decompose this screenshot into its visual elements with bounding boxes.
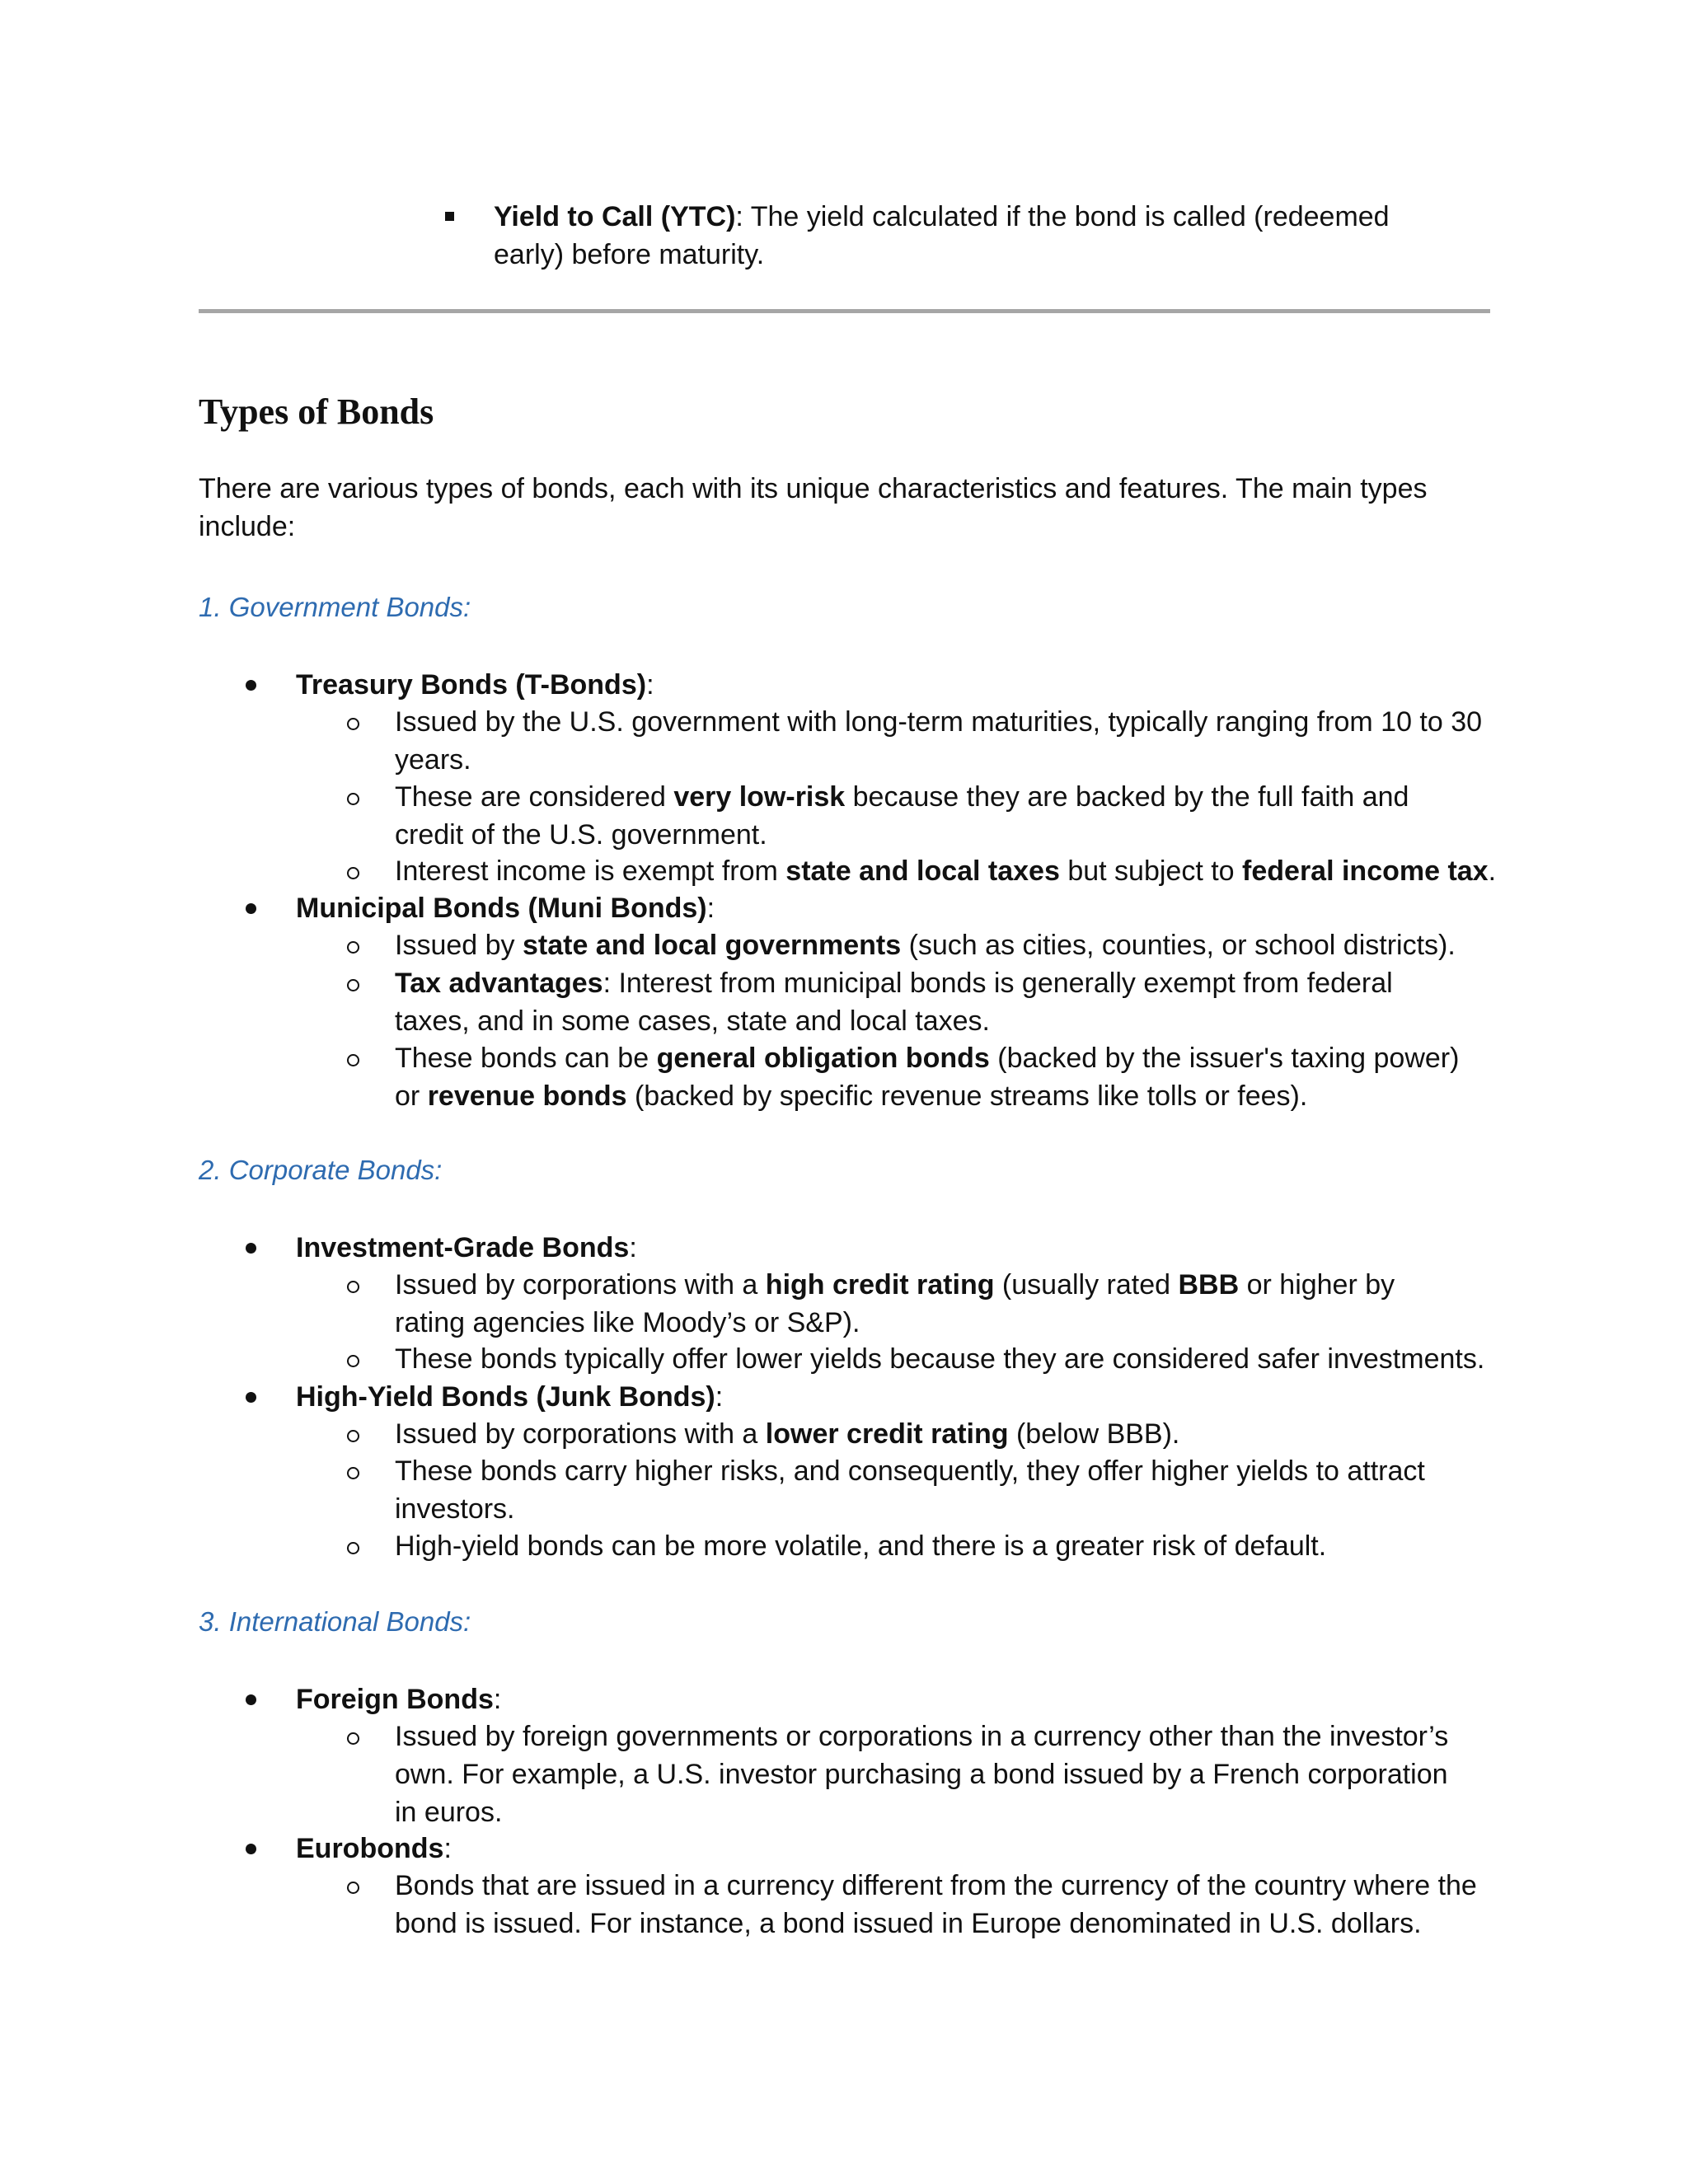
heading-government-bonds: 1. Government Bonds: xyxy=(199,592,471,622)
circle-bullet-icon xyxy=(347,1054,359,1066)
horizontal-divider xyxy=(199,309,1490,313)
circle-bullet-icon xyxy=(347,1281,359,1293)
bullet-icon xyxy=(246,1392,256,1403)
circle-bullet-icon xyxy=(347,941,359,954)
circle-bullet-icon xyxy=(347,1542,359,1554)
hy-item-1: Issued by corporations with a lower credit rating (below BBB). xyxy=(395,1418,1180,1450)
ytc-item xyxy=(494,198,1466,274)
circle-bullet-icon xyxy=(347,1430,359,1442)
circle-bullet-icon xyxy=(347,979,359,991)
bullet-icon xyxy=(246,1243,256,1254)
section-title: Types of Bonds xyxy=(199,391,434,432)
hy-item-2: These bonds carry higher risks, and consequently, they offer higher yields to attract investors. xyxy=(395,1455,1425,1525)
treasury-item-2: These are considered very low-risk because they are backed by the full faith and credit of the U.S. government. xyxy=(395,781,1409,851)
circle-bullet-icon xyxy=(347,1467,359,1479)
ig-item-1: Issued by corporations with a high credit rating (usually rated BBB or higher by rating agencies like Moody’s or S&P). xyxy=(395,1269,1395,1338)
municipal-bonds-label: Municipal Bonds (Muni Bonds): xyxy=(296,893,715,924)
hy-item-3: High-yield bonds can be more volatile, and there is a greater risk of default. xyxy=(395,1530,1327,1562)
circle-bullet-icon xyxy=(347,1732,359,1745)
muni-item-2: Tax advantages: Interest from municipal bonds is generally exempt from federal taxes, and in some cases, state and local taxes. xyxy=(395,968,1393,1037)
investment-grade-label: Investment-Grade Bonds: xyxy=(296,1232,637,1263)
circle-bullet-icon xyxy=(347,793,359,805)
bullet-icon xyxy=(246,903,256,914)
muni-item-3: These bonds can be general obligation bonds (backed by the issuer's taxing power) or revenue bonds (backed by specific revenue streams like tolls or fees). xyxy=(395,1043,1460,1112)
circle-bullet-icon xyxy=(347,718,359,730)
bullet-icon xyxy=(246,1844,256,1854)
heading-corporate-bonds: 2. Corporate Bonds: xyxy=(199,1155,443,1185)
treasury-bonds-label: Treasury Bonds (T-Bonds): xyxy=(296,669,654,701)
heading-international-bonds: 3. International Bonds: xyxy=(199,1606,471,1637)
high-yield-label: High-Yield Bonds (Junk Bonds): xyxy=(296,1381,724,1413)
muni-item-1: Issued by state and local governments (such as cities, counties, or school districts). xyxy=(395,930,1456,961)
eurobonds-label: Eurobonds: xyxy=(296,1833,452,1864)
ytc-text: : The yield calculated if the bond is called (redeemed early) before maturity. xyxy=(494,201,1390,270)
treasury-item-3: Interest income is exempt from state and local taxes but subject to federal income tax. xyxy=(395,855,1497,887)
eurobonds-item-1: Bonds that are issued in a currency different from the currency of the country where the bond is issued. For instance, a bond issued in Europe denominated in U.S. dollars. xyxy=(395,1870,1477,1939)
intro-paragraph: There are various types of bonds, each with its unique characteristics and features. The main types include: xyxy=(199,473,1428,542)
ytc-term: Yield to Call (YTC) xyxy=(494,201,736,232)
circle-bullet-icon xyxy=(347,1355,359,1367)
ig-item-2: These bonds typically offer lower yields because they are considered safer investments. xyxy=(395,1343,1485,1375)
circle-bullet-icon xyxy=(347,867,359,879)
bullet-icon xyxy=(246,680,256,691)
circle-bullet-icon xyxy=(347,1882,359,1894)
foreign-item-1: Issued by foreign governments or corporations in a currency other than the investor’s own. For example, a U.S. investor purchasing a bond issued by a French corporation in euros. xyxy=(395,1721,1449,1828)
treasury-item-1: Issued by the U.S. government with long-term maturities, typically ranging from 10 to 30 years. xyxy=(395,706,1483,776)
foreign-bonds-label: Foreign Bonds: xyxy=(296,1684,502,1715)
bullet-icon xyxy=(246,1694,256,1705)
square-bullet-icon xyxy=(445,212,454,221)
